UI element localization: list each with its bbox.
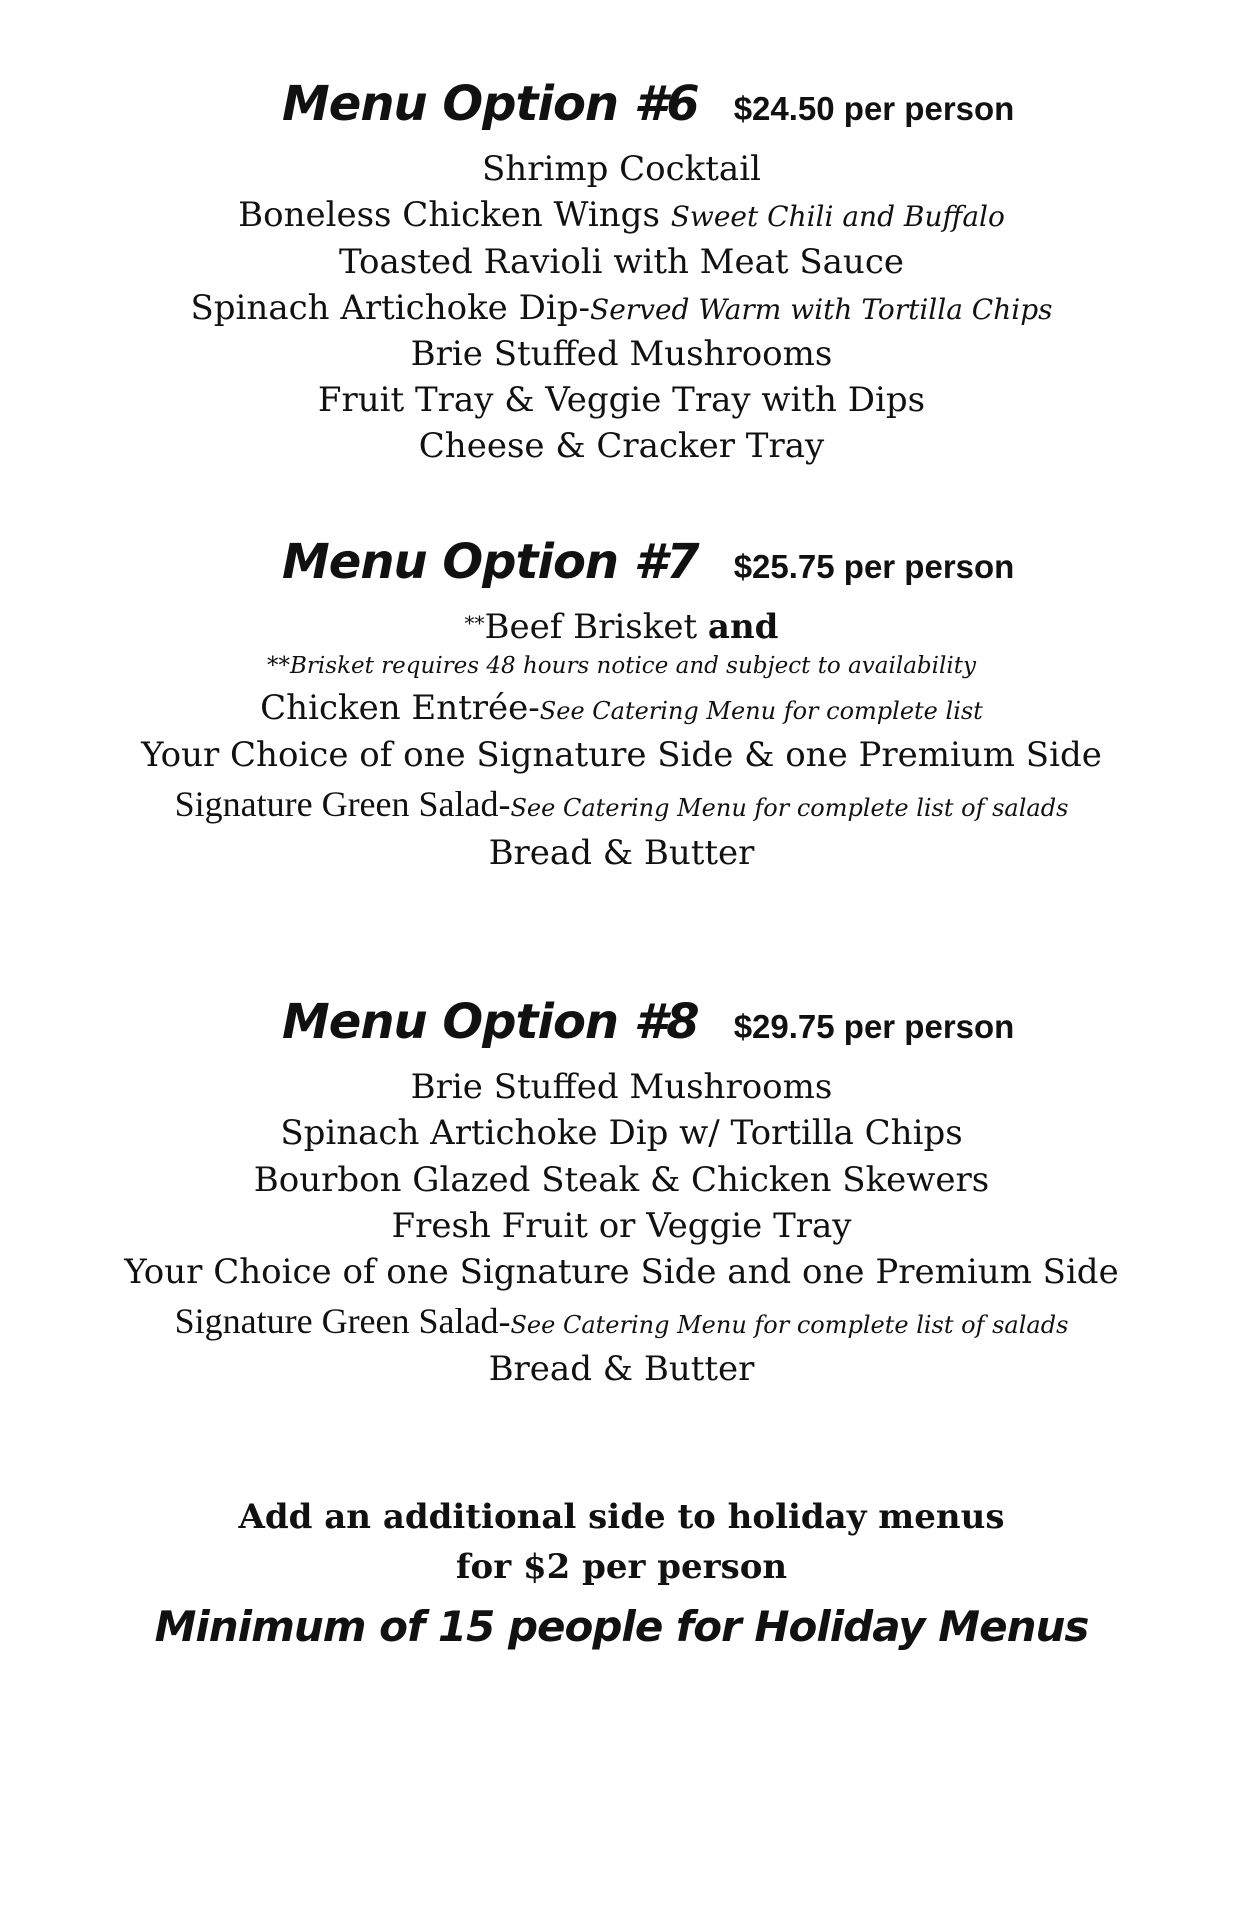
option6-item-note: Sweet Chili and Buffalo <box>670 200 1005 233</box>
option7-heading <box>282 534 1015 590</box>
option8-item: Brie Stuffed Mushrooms <box>410 1067 833 1107</box>
option8-item-note: See Catering Menu for complete list of salads <box>510 1311 1069 1339</box>
option7-item-note: See Catering Menu for complete list of salads <box>510 794 1069 822</box>
option7-item-note: See Catering Menu for complete list <box>539 697 983 725</box>
option8-item-main: Signature Green Salad- <box>174 1301 511 1341</box>
option7-item-mark: ** <box>464 611 485 635</box>
option6-item-note: Served Warm with Tortilla Chips <box>590 293 1053 326</box>
option7-note: **Brisket requires 48 hours notice and subject to availability <box>267 653 976 679</box>
minimum-people-note: Minimum of 15 people for Holiday Menus <box>154 1602 1089 1651</box>
option6-item: Cheese & Cracker Tray <box>418 426 825 466</box>
additional-side-line2: for $2 per person <box>455 1547 788 1587</box>
option6-heading <box>282 76 1015 132</box>
option8-item: Fresh Fruit or Veggie Tray <box>391 1206 852 1246</box>
option6-item: Brie Stuffed Mushrooms <box>410 334 833 374</box>
option7-item-and: and <box>707 607 779 647</box>
option8-item: Your Choice of one Signature Side and one Premium Side <box>124 1252 1119 1292</box>
option8-item: Bread & Butter <box>488 1349 755 1389</box>
option7-item <box>0 786 1243 822</box>
option6-item <box>0 195 1243 235</box>
option7-title: Menu Option #7 <box>282 534 699 590</box>
option8-item: Spinach Artichoke Dip w/ Tortilla Chips <box>280 1113 963 1153</box>
additional-side-line1: Add an additional side to holiday menus <box>238 1497 1005 1537</box>
option7-item-main: Signature Green Salad- <box>174 784 511 824</box>
option7-price: $25.75 per person <box>733 548 1015 585</box>
option8-price: $29.75 per person <box>733 1008 1015 1045</box>
option7-item-main: Chicken Entrée- <box>260 688 540 728</box>
option6-item <box>0 288 1243 328</box>
option8-title: Menu Option #8 <box>282 994 699 1050</box>
option7-item <box>0 607 1243 647</box>
option6-title: Menu Option #6 <box>282 76 699 132</box>
option7-item: Your Choice of one Signature Side & one Premium Side <box>141 735 1102 775</box>
option6-item: Toasted Ravioli with Meat Sauce <box>339 242 904 282</box>
option6-item-main: Boneless Chicken Wings <box>238 195 671 235</box>
option6-item-main: Spinach Artichoke Dip- <box>190 288 591 328</box>
option7-item-main: Beef Brisket <box>484 607 708 647</box>
option6-item: Fruit Tray & Veggie Tray with Dips <box>317 380 926 420</box>
option6-price: $24.50 per person <box>733 90 1015 127</box>
option8-item <box>0 1303 1243 1339</box>
option6-item: Shrimp Cocktail <box>482 149 761 189</box>
option7-item <box>0 688 1243 728</box>
option8-item: Bourbon Glazed Steak & Chicken Skewers <box>253 1160 990 1200</box>
option8-heading <box>282 994 1015 1050</box>
option7-item: Bread & Butter <box>488 833 755 873</box>
